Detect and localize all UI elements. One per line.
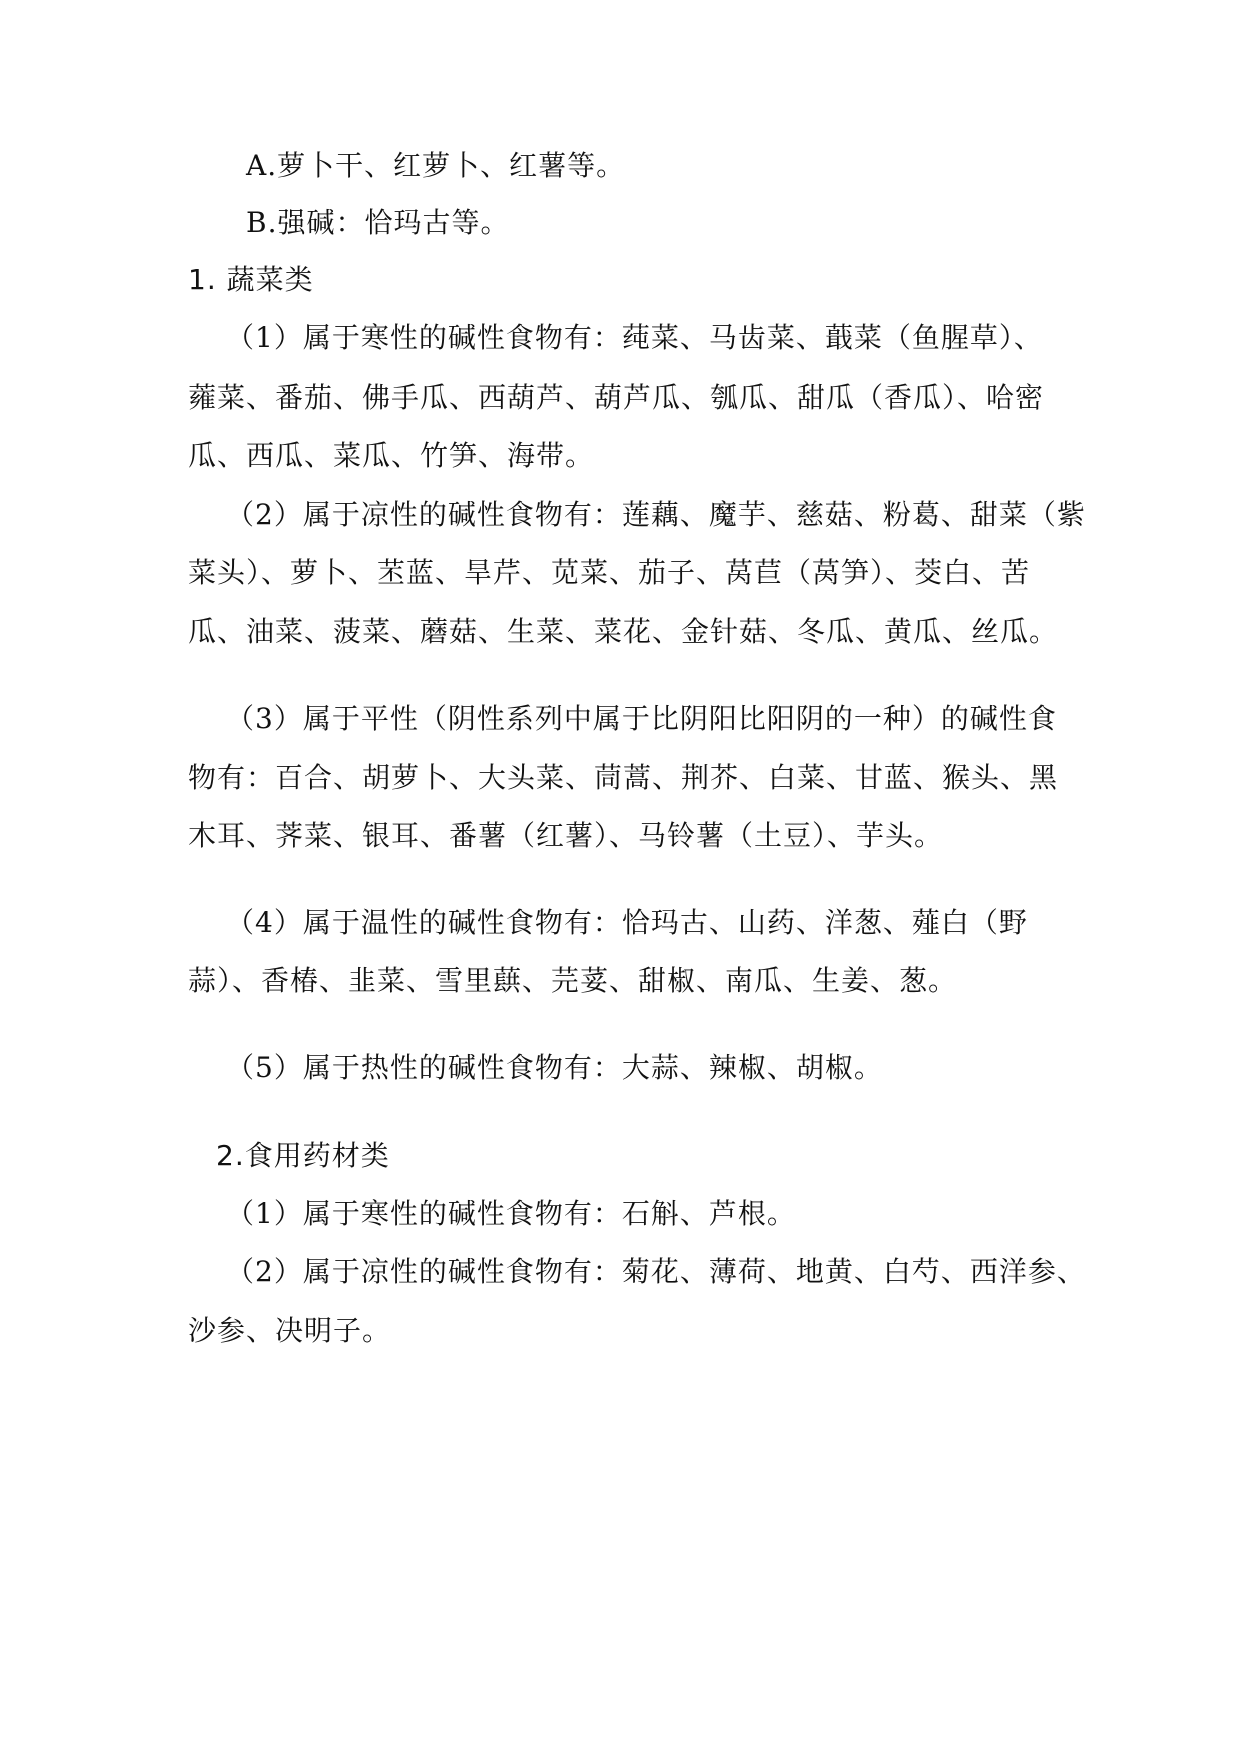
paragraph-cool-vegetables-line-1: （2）属于凉性的碱性食物有：莲藕、魔芋、慈菇、粉葛、甜菜（紫: [226, 498, 1086, 531]
paragraph-cool-vegetables-line-3: 瓜、油菜、菠菜、蘑菇、生菜、菜花、金针菇、冬瓜、黄瓜、丝瓜。: [188, 615, 1059, 648]
paragraph-cool-medicinal-line-1: （2）属于凉性的碱性食物有：菊花、薄荷、地黄、白芍、西洋参、: [226, 1255, 1086, 1288]
item-a-line: A.萝卜干、红萝卜、红薯等。: [246, 149, 626, 182]
paragraph-cold-medicinal: （1）属于寒性的碱性食物有：石斛、芦根。: [226, 1197, 796, 1230]
section-heading-vegetables: 1. 蔬菜类: [188, 263, 314, 296]
paragraph-cool-vegetables-line-2: 菜头）、萝卜、苤蓝、旱芹、苋菜、茄子、莴苣（莴笋）、茭白、苦: [188, 556, 1031, 589]
paragraph-cold-vegetables-line-1: （1）属于寒性的碱性食物有：莼菜、马齿菜、蕺菜（鱼腥草）、: [226, 321, 1043, 354]
paragraph-hot-vegetables: （5）属于热性的碱性食物有：大蒜、辣椒、胡椒。: [226, 1051, 883, 1084]
item-b-line: B.强碱：恰玛古等。: [246, 206, 510, 239]
paragraph-neutral-vegetables-line-3: 木耳、荠菜、银耳、番薯（红薯）、马铃薯（土豆）、芋头。: [188, 819, 944, 852]
paragraph-cold-vegetables-line-3: 瓜、西瓜、菜瓜、竹笋、海带。: [188, 439, 595, 472]
paragraph-neutral-vegetables-line-2: 物有：百合、胡萝卜、大头菜、茼蒿、荆芥、白菜、甘蓝、猴头、黑: [188, 761, 1059, 794]
paragraph-warm-vegetables-line-1: （4）属于温性的碱性食物有：恰玛古、山药、洋葱、薤白（野: [226, 906, 1028, 939]
paragraph-neutral-vegetables-line-1: （3）属于平性（阴性系列中属于比阴阳比阳阴的一种）的碱性食: [226, 702, 1057, 735]
paragraph-cool-medicinal-line-2: 沙参、决明子。: [188, 1314, 392, 1347]
paragraph-cold-vegetables-line-2: 蕹菜、番茄、佛手瓜、西葫芦、葫芦瓜、瓠瓜、甜瓜（香瓜）、哈密: [188, 381, 1045, 414]
section-heading-medicinal: 2.食用药材类: [216, 1139, 390, 1172]
paragraph-warm-vegetables-line-2: 蒜）、香椿、韭菜、雪里蕻、芫荽、甜椒、南瓜、生姜、葱。: [188, 964, 958, 997]
